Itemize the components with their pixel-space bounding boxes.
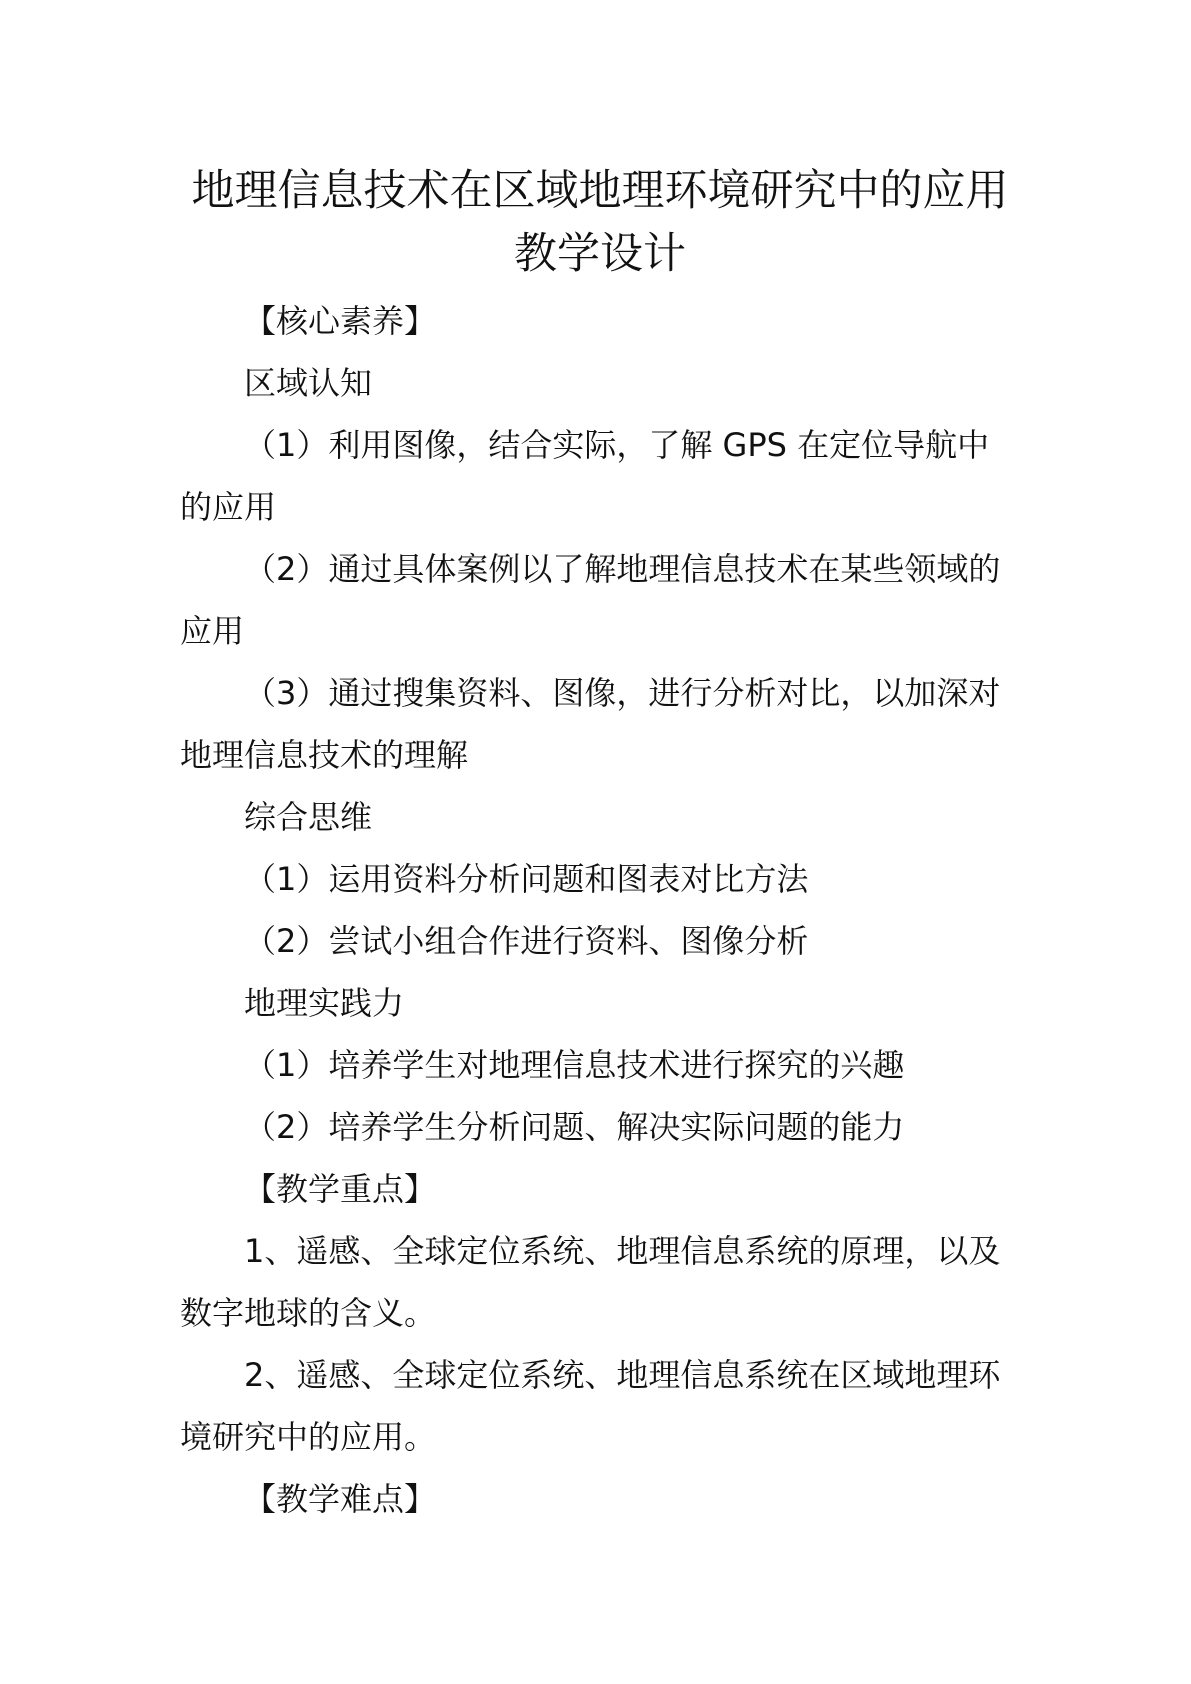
section-heading-teaching-focus: 【教学重点】 [244, 1170, 437, 1208]
list-item: 1、遥感、全球定位系统、地理信息系统的原理，以及数字地球的含义。 [180, 1232, 1001, 1332]
section-heading-teaching-difficulty: 【教学难点】 [244, 1480, 437, 1518]
list-item: 2、遥感、全球定位系统、地理信息系统在区域地理环境研究中的应用。 [180, 1356, 1001, 1456]
subheading-regional-cognition: 区域认知 [244, 364, 373, 402]
list-item: （2）通过具体案例以了解地理信息技术在某些领域的应用 [180, 550, 1001, 650]
document-title: 地理信息技术在区域地理环境研究中的应用教学设计 [191, 166, 1009, 279]
document-body [180, 290, 1020, 1530]
list-item: （1）运用资料分析问题和图表对比方法 [244, 860, 809, 898]
list-item: （2）培养学生分析问题、解决实际问题的能力 [244, 1108, 905, 1146]
list-item: （2）尝试小组合作进行资料、图像分析 [244, 922, 809, 960]
section-heading-core-literacy: 【核心素养】 [244, 302, 437, 340]
subheading-comprehensive-thinking: 综合思维 [244, 798, 373, 836]
subheading-geographic-practice: 地理实践力 [244, 984, 405, 1022]
list-item: （3）通过搜集资料、图像，进行分析对比，以加深对地理信息技术的理解 [180, 674, 1001, 774]
list-item: （1）培养学生对地理信息技术进行探究的兴趣 [244, 1046, 905, 1084]
list-item: （1）利用图像，结合实际，了解 GPS 在定位导航中的应用 [180, 426, 990, 526]
